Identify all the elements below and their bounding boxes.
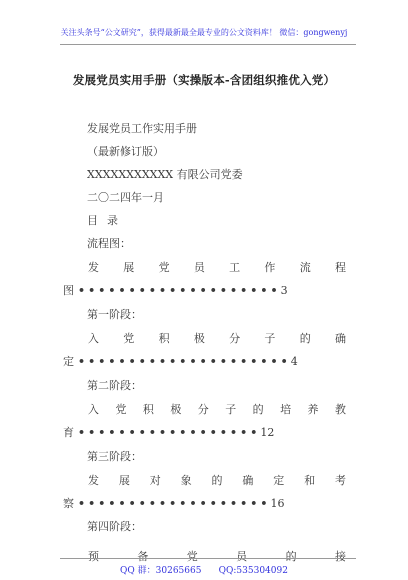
footer-divider bbox=[60, 558, 356, 559]
toc-char: 展 bbox=[118, 474, 130, 487]
toc-char: 培 bbox=[280, 403, 292, 416]
toc-char: 的 bbox=[211, 474, 223, 487]
toc-char: 员 bbox=[236, 550, 248, 563]
toc-char: 入 bbox=[88, 403, 99, 416]
toc-char: 发 bbox=[88, 261, 99, 274]
toc-entry-flowchart-text bbox=[88, 259, 346, 275]
toc-char: 展 bbox=[123, 261, 135, 274]
toc-lead-char: 育 bbox=[63, 426, 74, 439]
toc-page-number: 3 bbox=[280, 284, 288, 297]
toc-lead-char: 图 bbox=[63, 284, 74, 297]
toc-char: 入 bbox=[88, 332, 99, 345]
toc-entry-stage4-text bbox=[88, 548, 346, 564]
toc-char: 分 bbox=[197, 403, 209, 416]
toc-entry-stage1-line bbox=[63, 353, 298, 369]
toc-char: 极 bbox=[170, 403, 182, 416]
toc-leader-dots: •••••••••••••••••• bbox=[78, 426, 261, 439]
toc-entry-flowchart-line bbox=[63, 282, 288, 298]
toc-char: 作 bbox=[264, 261, 276, 274]
toc-char: 流 bbox=[299, 261, 311, 274]
header-divider bbox=[60, 44, 356, 45]
toc-lead-char: 察 bbox=[63, 497, 74, 510]
toc-heading: 目录 bbox=[87, 214, 127, 227]
toc-leader-dots: •••••••••••••••••••• bbox=[78, 284, 281, 297]
toc-char: 对 bbox=[149, 474, 161, 487]
toc-char: 分 bbox=[229, 332, 241, 345]
flowchart-label: 流程图： bbox=[87, 237, 131, 250]
toc-char: 考 bbox=[335, 474, 346, 487]
footer-qq: QQ:535304092 bbox=[218, 566, 288, 576]
toc-char: 党 bbox=[115, 403, 127, 416]
toc-char: 象 bbox=[180, 474, 192, 487]
toc-leader-dots: ••••••••••••••••••• bbox=[78, 497, 271, 510]
toc-entry-stage1-text bbox=[88, 330, 346, 346]
toc-entry-stage3-text bbox=[88, 472, 346, 488]
toc-char: 党 bbox=[123, 332, 135, 345]
toc-char: 备 bbox=[137, 550, 149, 563]
toc-char: 和 bbox=[304, 474, 316, 487]
toc-char: 子 bbox=[225, 403, 237, 416]
toc-entry-stage2-line bbox=[63, 424, 274, 440]
toc-page-number: 4 bbox=[290, 355, 298, 368]
document-title: 发展党员实用手册（实操版本-含团组织推优入党） bbox=[72, 73, 336, 87]
toc-char: 接 bbox=[334, 550, 346, 563]
issuer: XXXXXXXXXXX 有限公司党委 bbox=[87, 168, 243, 181]
toc-page-number: 12 bbox=[260, 426, 275, 439]
toc-char: 确 bbox=[242, 474, 254, 487]
stage1-heading: 第一阶段： bbox=[87, 308, 142, 321]
toc-char: 的 bbox=[285, 550, 297, 563]
footer-qq-group: QQ 群：30265665 bbox=[120, 566, 202, 576]
toc-char: 确 bbox=[334, 332, 346, 345]
toc-char: 工 bbox=[229, 261, 241, 274]
toc-leader-dots: ••••••••••••••••••••• bbox=[78, 355, 291, 368]
toc-char: 党 bbox=[186, 550, 198, 563]
issue-date: 二〇二四年一月 bbox=[87, 191, 164, 204]
toc-lead-char: 定 bbox=[63, 355, 74, 368]
toc-char: 积 bbox=[142, 403, 154, 416]
footer-contact bbox=[0, 563, 408, 576]
toc-entry-stage3-line bbox=[63, 495, 284, 511]
toc-entry-stage2-text bbox=[88, 401, 346, 417]
stage2-heading: 第二阶段： bbox=[87, 379, 142, 392]
toc-char: 定 bbox=[273, 474, 285, 487]
manual-name: 发展党员工作实用手册 bbox=[87, 122, 197, 135]
toc-char: 程 bbox=[334, 261, 346, 274]
toc-char: 极 bbox=[193, 332, 205, 345]
toc-char: 预 bbox=[88, 550, 99, 563]
toc-char: 积 bbox=[158, 332, 170, 345]
toc-char: 教 bbox=[334, 403, 346, 416]
toc-char: 员 bbox=[193, 261, 205, 274]
stage3-heading: 第三阶段： bbox=[87, 450, 142, 463]
edition-note: （最新修订版） bbox=[87, 145, 164, 158]
toc-char: 子 bbox=[264, 332, 276, 345]
toc-char: 党 bbox=[158, 261, 170, 274]
stage4-heading: 第四阶段： bbox=[87, 520, 142, 533]
toc-char: 的 bbox=[252, 403, 264, 416]
toc-char: 发 bbox=[88, 474, 99, 487]
toc-char: 的 bbox=[299, 332, 311, 345]
toc-char: 养 bbox=[307, 403, 319, 416]
toc-page-number: 16 bbox=[270, 497, 285, 510]
header-promo-text: 关注头条号“公文研究”，获得最新最全最专业的公文资料库！ 微信：gongwenyj bbox=[60, 28, 348, 37]
